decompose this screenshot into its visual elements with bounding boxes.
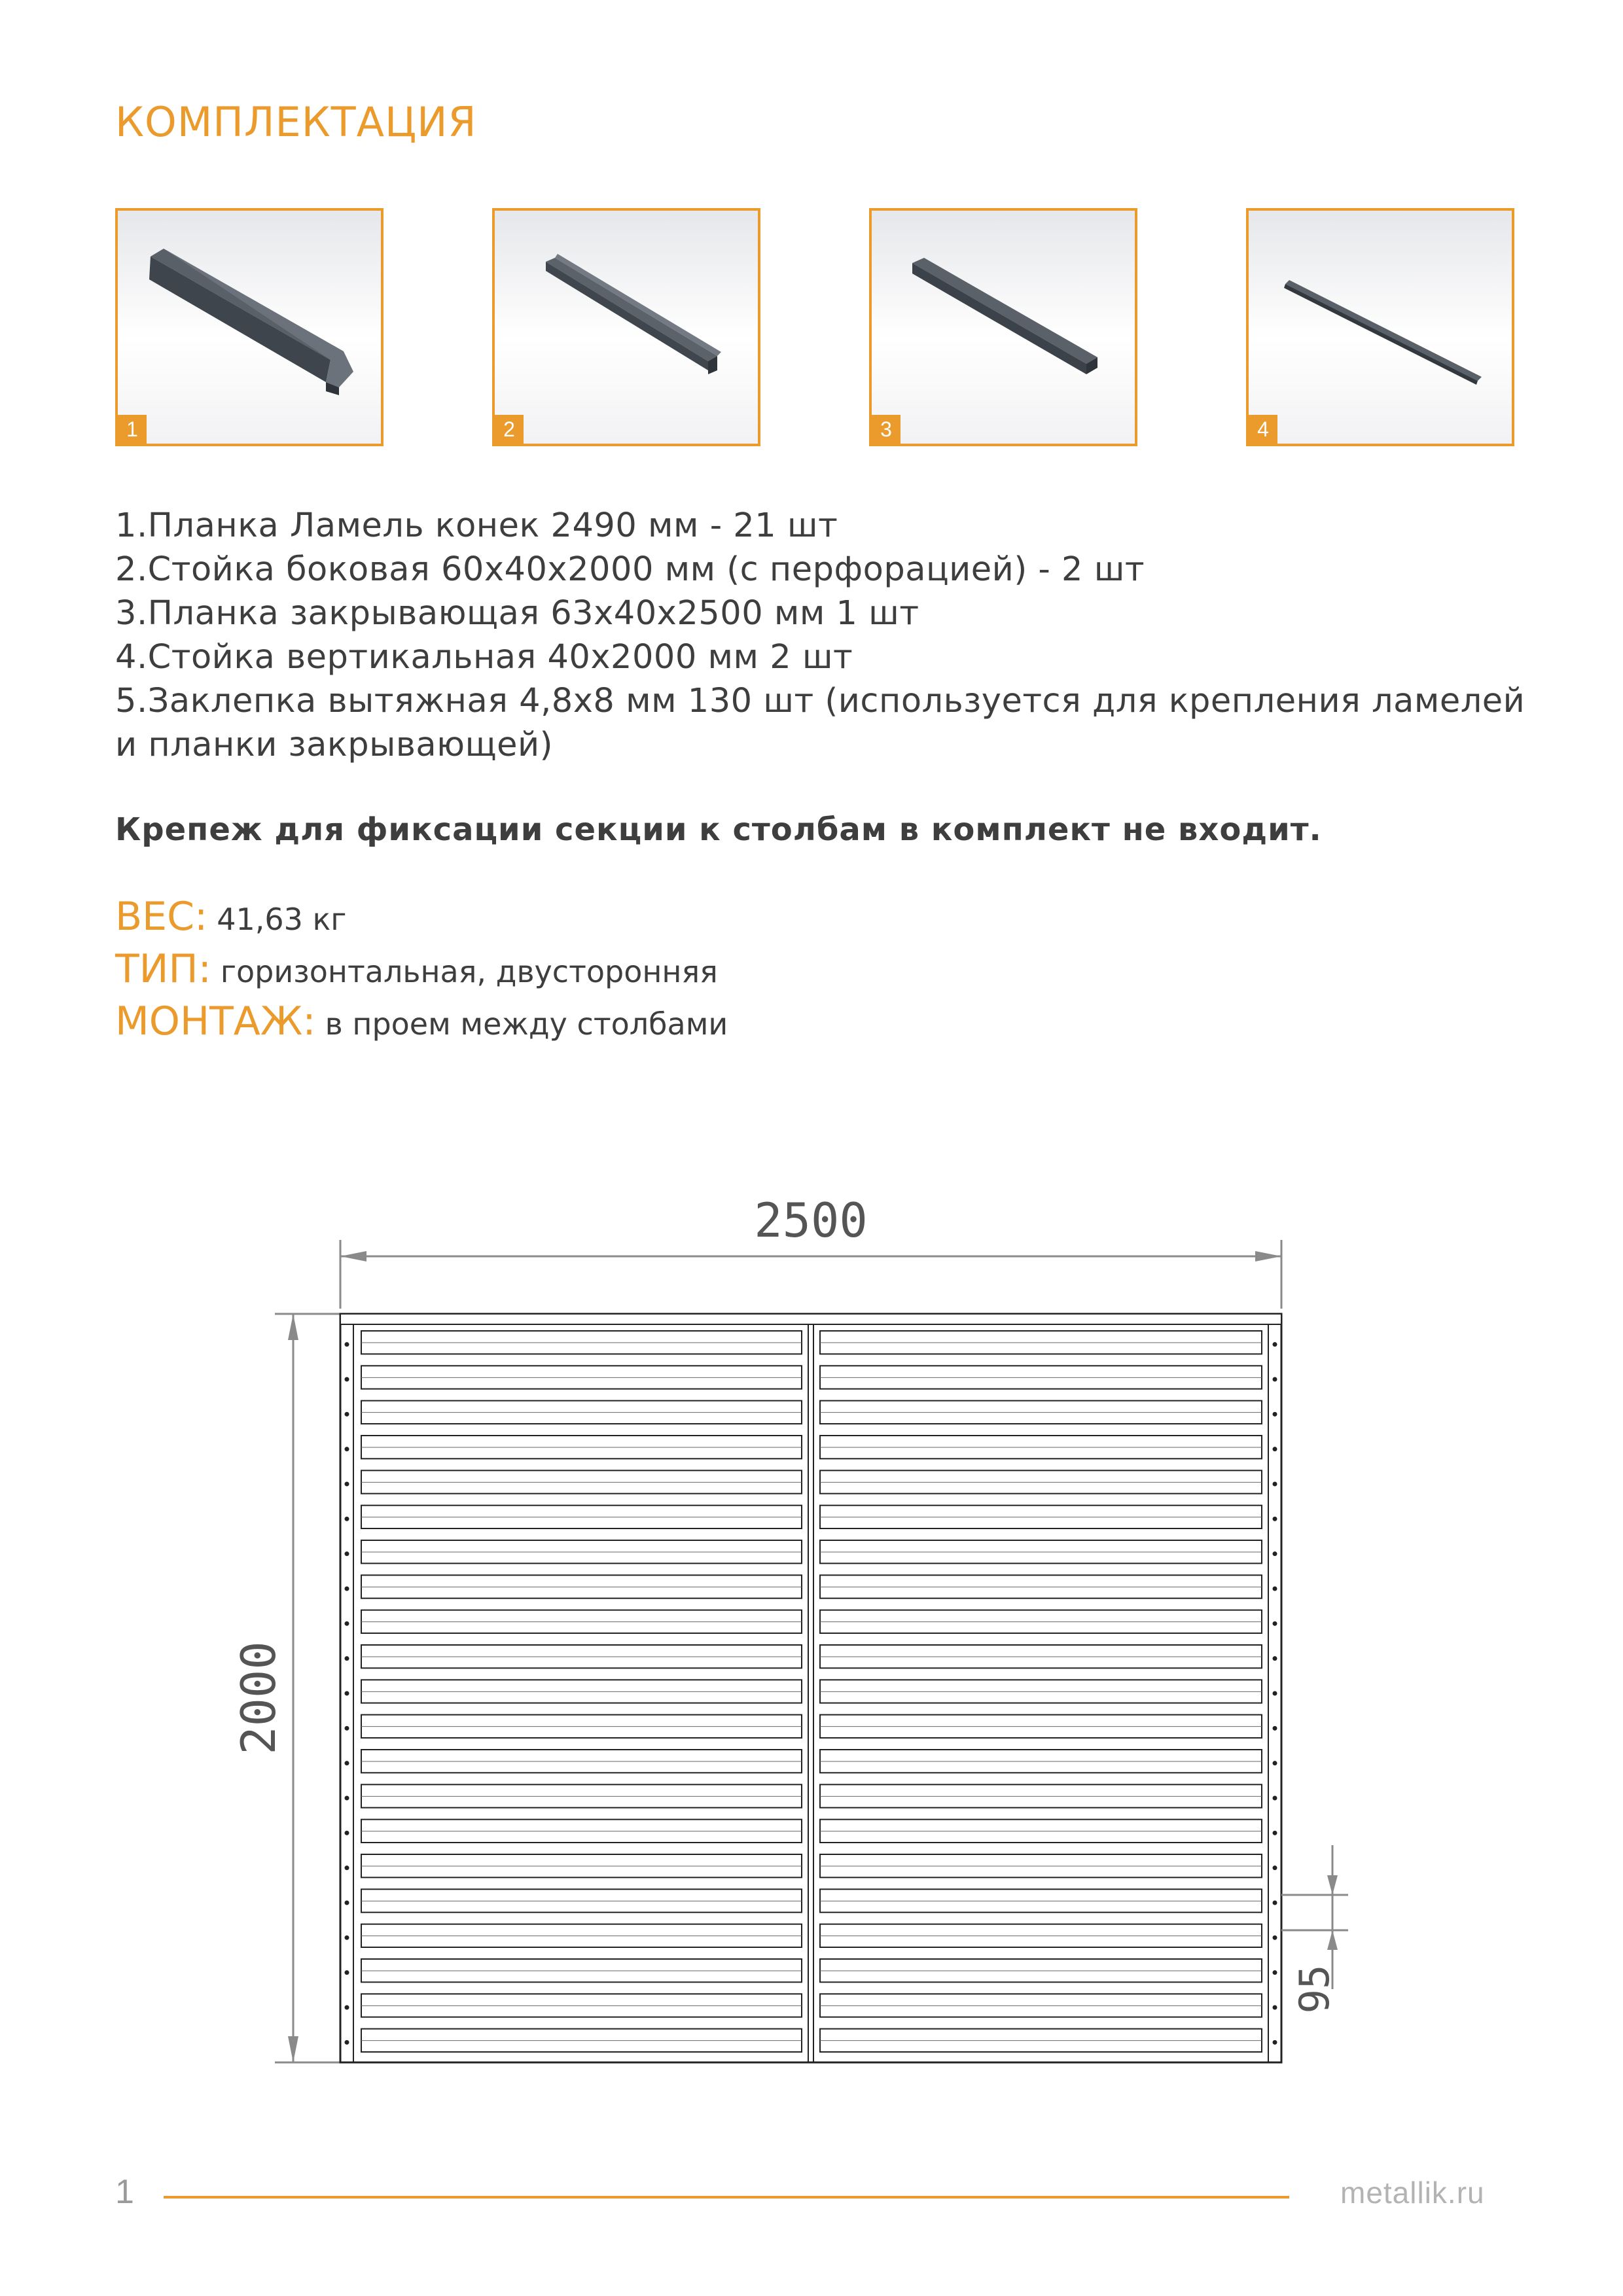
vertical-post-profile-icon xyxy=(1249,211,1512,444)
rivet-dot xyxy=(345,1621,349,1626)
spec-label: МОНТАЖ: xyxy=(115,998,316,1044)
page-title: КОМПЛЕКТАЦИЯ xyxy=(115,98,477,146)
list-item: 5.Заклепка вытяжная 4,8х8 мм 130 шт (используется для крепления ламелей xyxy=(115,682,1525,720)
rivet-dot xyxy=(345,1517,349,1521)
component-image-4 xyxy=(1246,208,1514,446)
spec-value: 41,63 кг xyxy=(217,902,347,937)
rivet-dot xyxy=(1273,1970,1277,1975)
rivet-dot xyxy=(1273,1761,1277,1765)
rivet-dot xyxy=(1273,1796,1277,1801)
rivet-dot xyxy=(345,1412,349,1417)
height-dimension-label: 2000 xyxy=(231,1641,286,1755)
rivet-dot xyxy=(1273,1377,1277,1382)
spec-label: ТИП: xyxy=(115,946,211,992)
rivet-dot xyxy=(345,1796,349,1801)
rivet-dot xyxy=(1273,1621,1277,1626)
rivet-dot xyxy=(345,1901,349,1905)
rivet-dot xyxy=(345,1831,349,1835)
rivet-dot xyxy=(345,1447,349,1451)
side-post-profile-icon xyxy=(495,211,758,444)
list-item: 3.Планка закрывающая 63х40х2500 мм 1 шт xyxy=(115,594,919,633)
rivet-dot xyxy=(345,1656,349,1661)
rivet-dot xyxy=(1273,1865,1277,1870)
rivet-dot xyxy=(1273,1551,1277,1556)
rivet-dot xyxy=(345,2005,349,2010)
component-image-2 xyxy=(492,208,760,446)
rivet-dot xyxy=(1273,1901,1277,1905)
rivet-dot xyxy=(345,1482,349,1487)
rivet-dot xyxy=(1273,1342,1277,1347)
spec-value: в проем между столбами xyxy=(325,1006,728,1042)
fence-frame xyxy=(340,1314,1281,2062)
width-dimension-label: 2500 xyxy=(754,1193,868,1248)
rivet-dot xyxy=(1273,2040,1277,2045)
list-item: и планки закрывающей) xyxy=(115,726,554,764)
component-number: 2 xyxy=(495,415,524,444)
rivet-dot xyxy=(345,1551,349,1556)
component-number: 3 xyxy=(872,415,901,444)
spec-type xyxy=(115,946,718,992)
component-image-1 xyxy=(115,208,383,446)
page-number: 1 xyxy=(115,2173,134,2211)
rivet-dot xyxy=(1273,1831,1277,1835)
spec-weight xyxy=(115,894,346,940)
rivet-dot xyxy=(345,1970,349,1975)
rivet-dot xyxy=(1273,1726,1277,1731)
rivet-dot xyxy=(1273,2005,1277,2010)
rivet-dot xyxy=(345,2040,349,2045)
footer-site-link[interactable]: metallik.ru xyxy=(1340,2176,1485,2210)
fence-section-drawing xyxy=(223,1178,1400,2094)
footer-divider xyxy=(164,2196,1289,2199)
rivet-dot xyxy=(1273,1691,1277,1696)
component-number: 4 xyxy=(1249,415,1277,444)
rivet-dot xyxy=(345,1935,349,1940)
ridge-lamella-profile-icon xyxy=(118,211,381,444)
rivet-dot xyxy=(1273,1412,1277,1417)
gap-dimension-label: 95 xyxy=(1291,1964,1338,2014)
rivet-dot xyxy=(1273,1482,1277,1487)
rivet-dot xyxy=(345,1726,349,1731)
component-image-3 xyxy=(869,208,1137,446)
fastener-note: Крепеж для фиксации секции к столбам в комплект не входит. xyxy=(115,811,1322,848)
rivet-dot xyxy=(1273,1656,1277,1661)
rivet-dot xyxy=(1273,1587,1277,1591)
component-list xyxy=(115,504,1525,767)
rivet-dot xyxy=(345,1377,349,1382)
rivet-dot xyxy=(345,1691,349,1696)
lamella-slats xyxy=(361,1331,1262,2052)
rivet-dot xyxy=(1273,1935,1277,1940)
rivet-dot xyxy=(345,1761,349,1765)
rivet-dot xyxy=(1273,1447,1277,1451)
rivet-dot xyxy=(345,1342,349,1347)
list-item: 2.Стойка боковая 60х40х2000 мм (с перфорацией) - 2 шт xyxy=(115,550,1145,589)
closing-strip-profile-icon xyxy=(872,211,1135,444)
rivet-dot xyxy=(345,1587,349,1591)
rivet-dot xyxy=(1273,1517,1277,1521)
list-item: 4.Стойка вертикальная 40х2000 мм 2 шт xyxy=(115,638,853,677)
spec-mount xyxy=(115,998,728,1044)
list-item: 1.Планка Ламель конек 2490 мм - 21 шт xyxy=(115,506,838,545)
spec-value: горизонтальная, двусторонняя xyxy=(220,954,718,989)
spec-label: ВЕС: xyxy=(115,894,208,940)
component-number: 1 xyxy=(118,415,147,444)
rivet-dot xyxy=(345,1865,349,1870)
